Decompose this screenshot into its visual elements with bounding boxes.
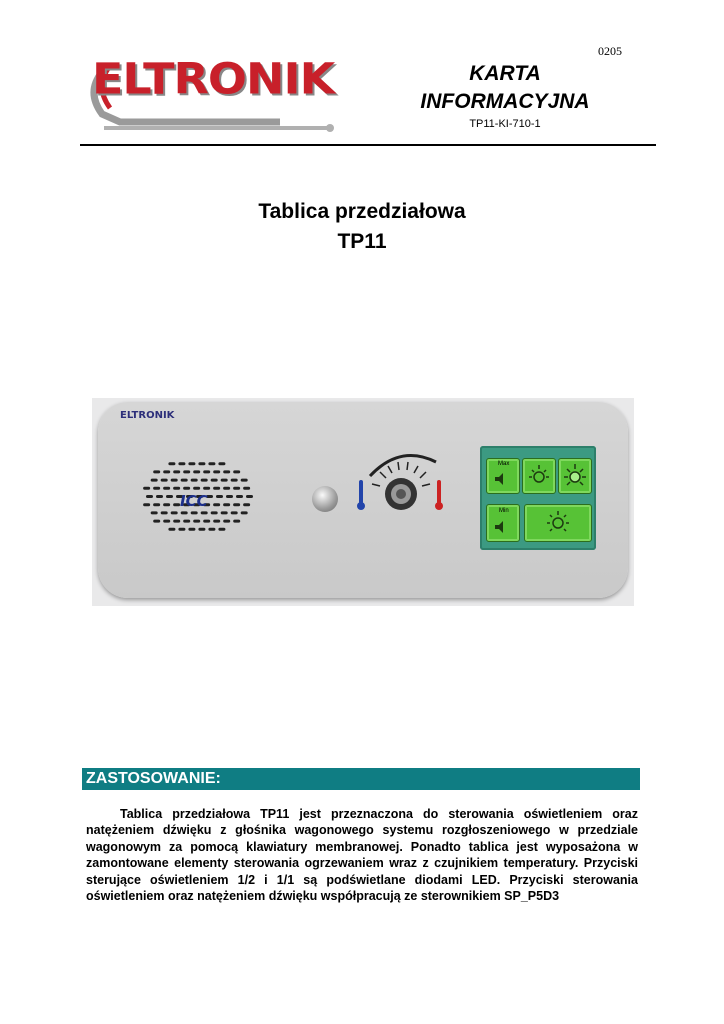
header-divider xyxy=(80,144,656,146)
lamp-icon xyxy=(525,505,591,541)
card-title-line2: INFORMACYJNA xyxy=(420,90,590,113)
lamp-half-icon xyxy=(523,459,555,493)
light-full-key[interactable] xyxy=(558,458,592,494)
speaker-icon xyxy=(487,509,517,539)
section-heading: ZASTOSOWANIE: xyxy=(86,770,221,787)
thermostat-dial-icon xyxy=(350,442,450,522)
icc-badge: ICC xyxy=(180,492,208,510)
temperature-sensor-icon xyxy=(312,486,338,512)
light-toggle-key[interactable] xyxy=(524,504,592,542)
light-half-key[interactable] xyxy=(522,458,556,494)
logo-wordmark: ELTRONIK xyxy=(92,54,335,104)
panel-logo: ELTRONIK xyxy=(120,410,175,421)
speaker-icon xyxy=(487,461,517,491)
card-title-line1: KARTA xyxy=(469,62,541,85)
lamp-full-icon xyxy=(559,459,591,493)
section-body-text: Tablica przedziałowa TP11 jest przeznaczona do sterowania oświetleniem oraz natężeniem dźwięku z głośnika wagonowego systemu rozgłoszeniowego w przedziale wagonowym za pomocą klawiatury membranowej. Ponadto tablica jest wyposażona w zamontowane elementy sterowania ogrzewaniem wraz z czujnikiem temperatury. Przyciski sterujące oświetleniem 1/2 i 1/1 są podświetlane diodami LED. Przyciski sterowania oświetleniem oraz natężeniem dźwięku współpracują ze sterownikiem SP_P5D3 xyxy=(86,807,638,904)
card-number: TP11-KI-710-1 xyxy=(469,118,541,130)
volume-min-label: Min xyxy=(499,508,509,514)
volume-min-key[interactable] xyxy=(486,504,520,542)
document-code: 0205 xyxy=(598,44,622,58)
product-title: Tablica przedziałowa xyxy=(258,200,466,223)
volume-max-label: Max xyxy=(498,461,510,467)
membrane-keypad xyxy=(480,446,596,550)
volume-max-key[interactable] xyxy=(486,458,520,494)
card-title xyxy=(400,60,610,116)
product-model: TP11 xyxy=(337,230,387,253)
